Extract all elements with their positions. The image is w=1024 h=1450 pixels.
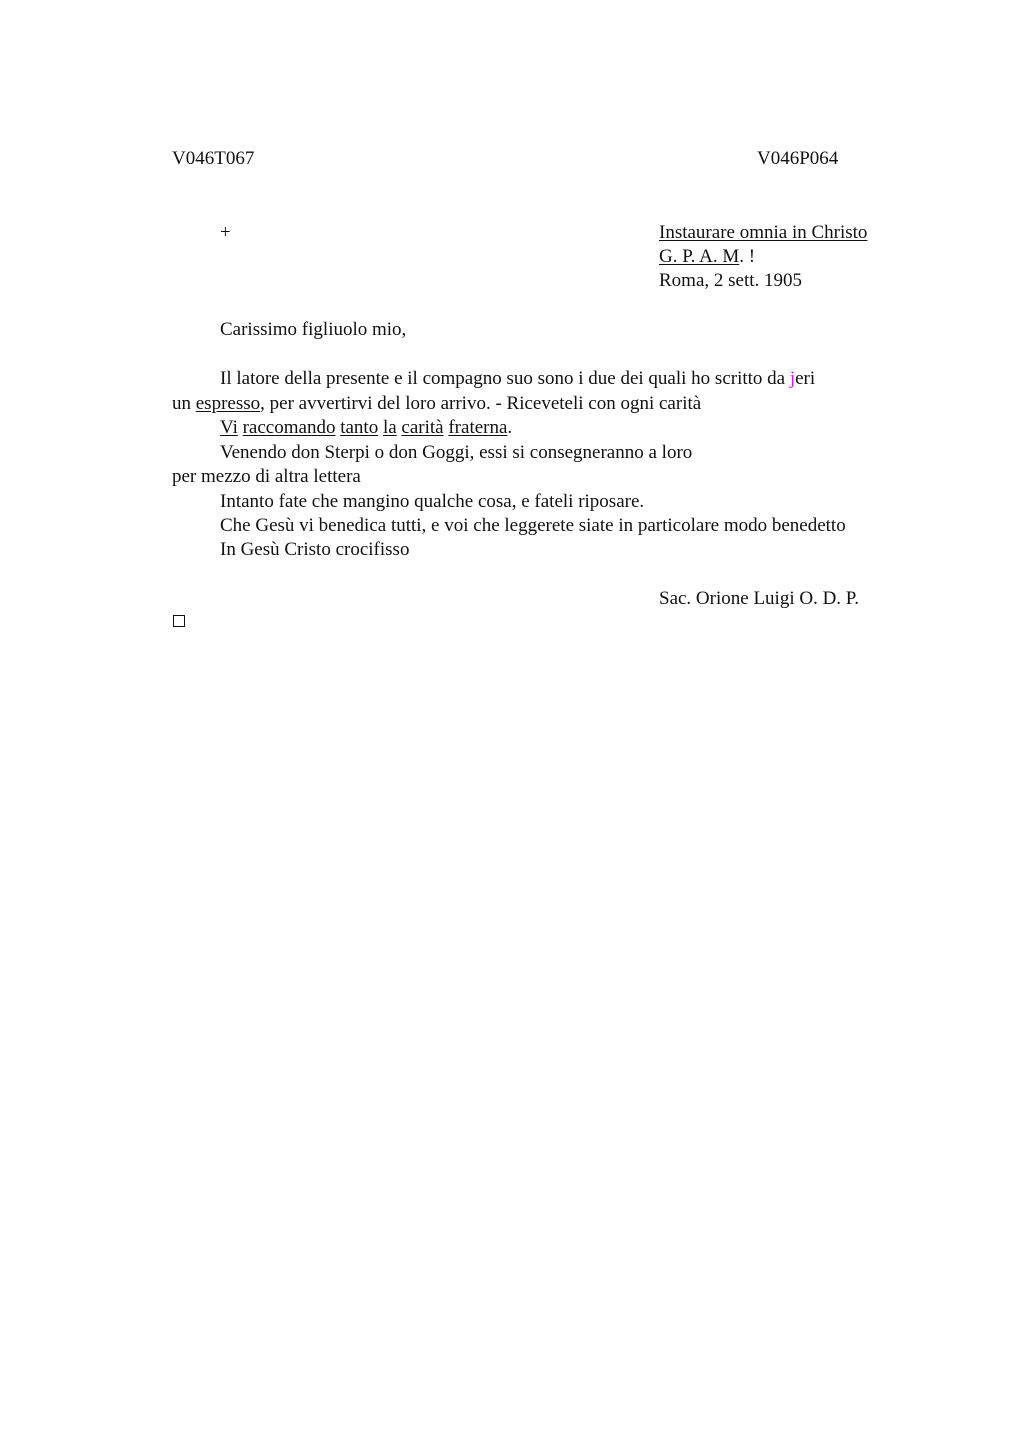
- body-word-underlined: tanto: [340, 417, 379, 438]
- body-text: .: [507, 417, 513, 438]
- body-line-3: [220, 416, 512, 440]
- square-symbol-icon: [173, 615, 185, 627]
- body-text: Il latore della presente e il compagno suo sono i due dei quali ho scritto da: [220, 368, 790, 389]
- body-line-8: In Gesù Cristo crocifisso: [220, 539, 410, 560]
- document-code-left: V046T067: [172, 148, 255, 169]
- body-text: eri: [795, 368, 816, 389]
- cross-symbol: +: [220, 222, 231, 243]
- motto: Instaurare omnia in Christo: [659, 222, 868, 243]
- body-text: un: [172, 393, 196, 414]
- body-line-2: [172, 392, 701, 416]
- body-text-underlined: espresso: [195, 393, 261, 414]
- gpam-line: [659, 245, 755, 269]
- place-date: Roma, 2 sett. 1905: [659, 270, 803, 291]
- body-word-underlined: Vi: [220, 417, 238, 438]
- body-line-4: Venendo don Sterpi o don Goggi, essi si consegneranno a loro: [220, 442, 693, 463]
- signature: Sac. Orione Luigi O. D. P.: [659, 588, 860, 609]
- gpam-tail: . !: [739, 246, 756, 267]
- body-word-underlined: carità: [401, 417, 444, 438]
- body-line-1: [220, 367, 815, 391]
- body-word-underlined: la: [382, 417, 397, 438]
- body-line-7: Che Gesù vi benedica tutti, e voi che leggerete siate in particolare modo benedetto: [220, 515, 846, 536]
- salutation: Carissimo figliuolo mio,: [220, 319, 407, 340]
- body-line-6: Intanto fate che mangino qualche cosa, e fateli riposare.: [220, 491, 645, 512]
- body-text-highlight: j: [789, 368, 796, 389]
- gpam: G. P. A. M: [659, 246, 740, 267]
- document-code-right: V046P064: [757, 148, 839, 169]
- body-word-underlined: fraterna: [448, 417, 508, 438]
- body-word-underlined: raccomando: [242, 417, 336, 438]
- body-line-5: per mezzo di altra lettera: [172, 466, 361, 487]
- body-text: , per avvertirvi del loro arrivo. - Riceveteli con ogni carità: [260, 393, 702, 414]
